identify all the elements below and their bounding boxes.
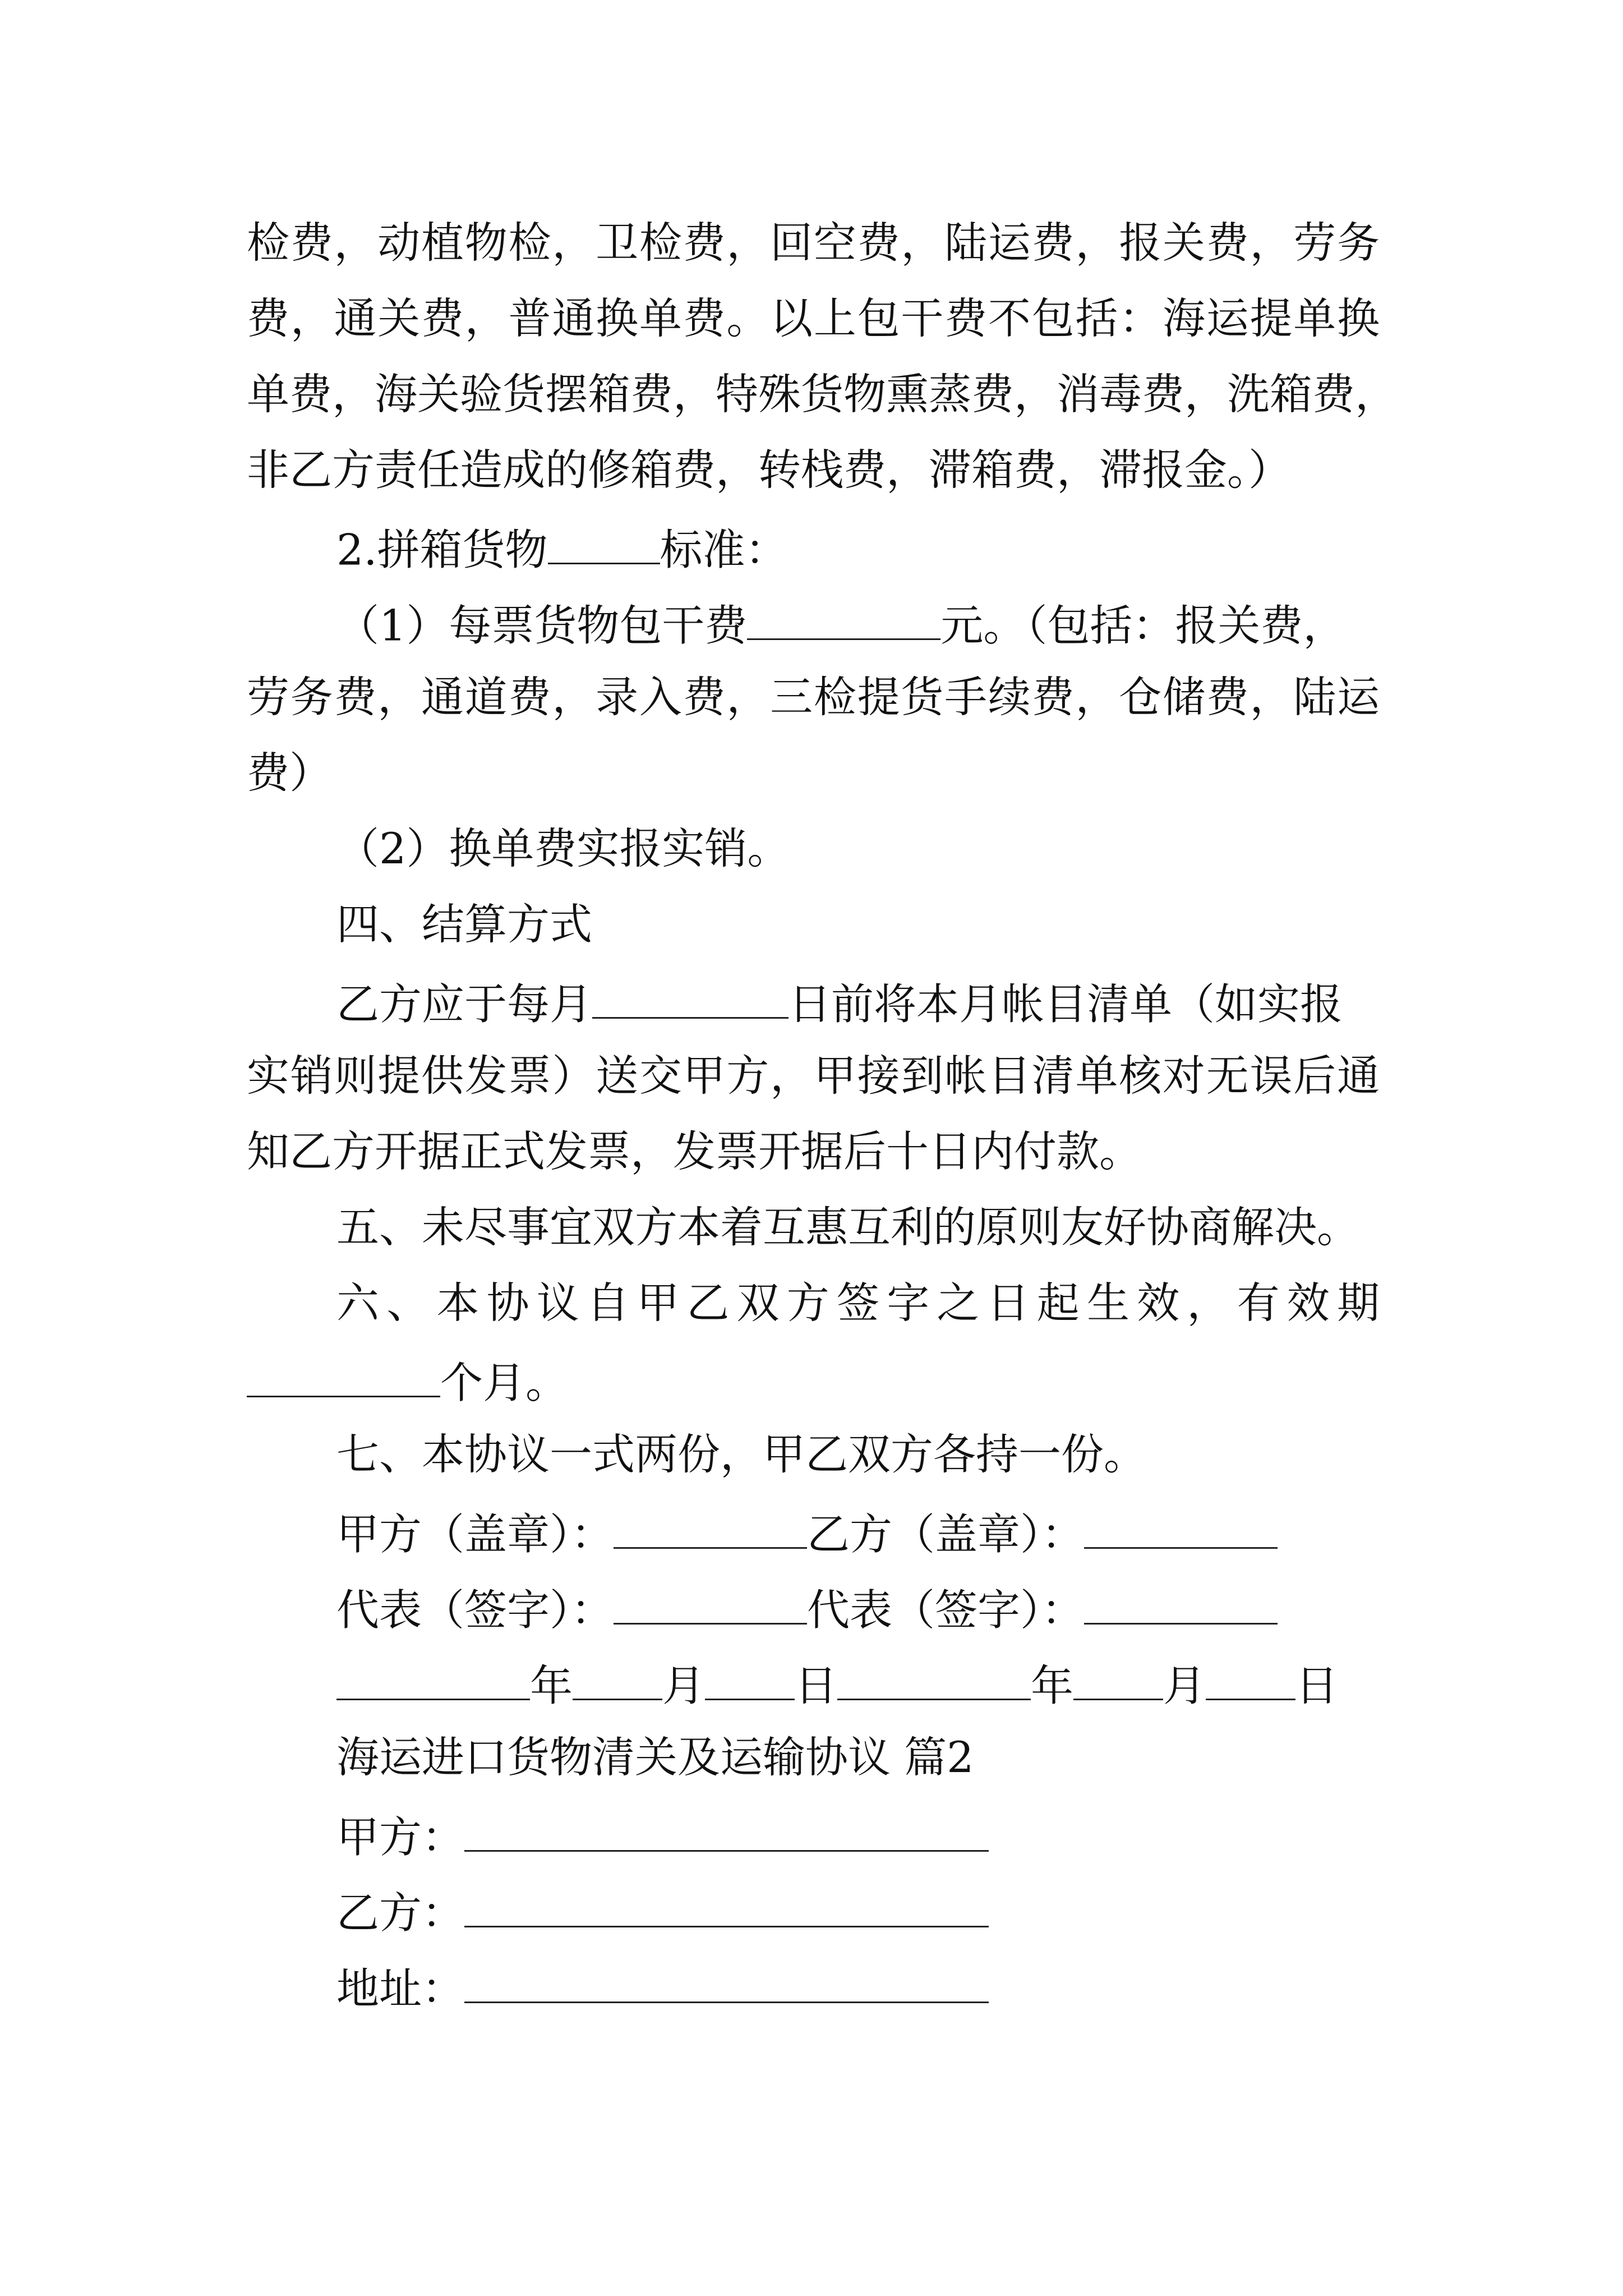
section-4-line-1 — [336, 979, 1343, 1029]
month-field[interactable] — [573, 1660, 662, 1700]
item-2: （2）换单费实报实销。 — [336, 823, 790, 873]
representative-line — [336, 1585, 1278, 1635]
fee-list-line-4: 非乙方责任造成的修箱费，转栈费，滞箱费，滞报金。） — [247, 445, 1291, 495]
section-6-line-2 — [247, 1358, 568, 1408]
party-a-seal-field[interactable] — [614, 1509, 807, 1549]
address-label: 地址： — [336, 1963, 464, 2014]
agreement-2-party-b — [336, 1888, 989, 1938]
blank-field[interactable] — [247, 1358, 440, 1397]
month-field[interactable] — [1073, 1660, 1163, 1700]
section-4-text: 乙方应于每月 — [336, 979, 592, 1029]
section-6-line-1: 六、本协议自甲乙双方签字之日起生效，有效期 — [336, 1278, 1380, 1328]
consolidated-standard: 标准： — [660, 524, 788, 575]
seal-line — [336, 1509, 1278, 1559]
year-field[interactable] — [837, 1660, 1031, 1700]
section-4-line-2: 实销则提供发票）送交甲方，甲接到帐目清单核对无误后通 — [247, 1051, 1380, 1101]
consolidated-cargo-line — [336, 524, 788, 575]
item-1-includes: 元。（包括：报关费， — [940, 600, 1346, 651]
consolidated-label: 2.拼箱货物 — [336, 524, 548, 575]
section-4-heading: 四、结算方式 — [336, 899, 592, 949]
day-field[interactable] — [1206, 1660, 1295, 1700]
day-field[interactable] — [705, 1660, 795, 1700]
rep-a-field[interactable] — [614, 1585, 807, 1625]
party-b-field[interactable] — [464, 1888, 989, 1927]
month-label: 月 — [662, 1660, 705, 1711]
section-7: 七、本协议一式两份，甲乙双方各持一份。 — [336, 1429, 1146, 1479]
day-label: 日 — [1295, 1660, 1338, 1711]
month-label: 月 — [1163, 1660, 1206, 1711]
date-line — [336, 1660, 1338, 1711]
year-label: 年 — [1031, 1660, 1073, 1711]
agreement-2-title: 海运进口货物清关及运输协议 篇2 — [336, 1732, 974, 1782]
address-field[interactable] — [464, 1963, 989, 2003]
rep-a-label: 代表（签字）： — [336, 1585, 614, 1635]
day-label: 日 — [795, 1660, 837, 1711]
fee-list-line-3: 单费，海关验货摆箱费，特殊货物熏蒸费，消毒费，洗箱费， — [247, 369, 1398, 419]
party-a-label: 甲方： — [336, 1812, 464, 1862]
year-label: 年 — [530, 1660, 573, 1711]
party-a-field[interactable] — [464, 1812, 989, 1852]
item-1-line-1 — [336, 600, 1346, 651]
item-1-label: （1）每票货物包干费 — [336, 600, 748, 651]
section-5: 五、未尽事宜双方本着互惠互利的原则友好协商解决。 — [336, 1202, 1359, 1252]
blank-field[interactable] — [747, 600, 940, 640]
item-1-line-3: 费） — [247, 748, 332, 798]
party-b-seal-field[interactable] — [1084, 1509, 1278, 1549]
rep-b-label: 代表（签字）： — [807, 1585, 1084, 1635]
section-4-text: 日前将本月帐目清单（如实报 — [789, 979, 1343, 1029]
party-b-seal-label: 乙方（盖章）： — [807, 1509, 1084, 1559]
item-1-line-2: 劳务费，通道费，录入费，三检提货手续费，仓储费，陆运 — [247, 672, 1380, 722]
rep-b-field[interactable] — [1084, 1585, 1278, 1625]
blank-field[interactable] — [592, 979, 789, 1019]
party-a-seal-label: 甲方（盖章）： — [336, 1509, 614, 1559]
agreement-2-party-a — [336, 1812, 989, 1862]
fee-list-line-1: 检费，动植物检，卫检费，回空费，陆运费，报关费，劳务 — [247, 218, 1380, 268]
blank-field[interactable] — [548, 524, 660, 564]
party-b-label: 乙方： — [336, 1888, 464, 1938]
section-4-line-3: 知乙方开据正式发票，发票开据后十日内付款。 — [247, 1126, 1142, 1176]
agreement-2-address — [336, 1963, 989, 2014]
fee-list-line-2: 费，通关费，普通换单费。以上包干费不包括：海运提单换 — [247, 293, 1380, 343]
section-6-text: 个月。 — [440, 1358, 568, 1408]
year-field[interactable] — [336, 1660, 530, 1700]
